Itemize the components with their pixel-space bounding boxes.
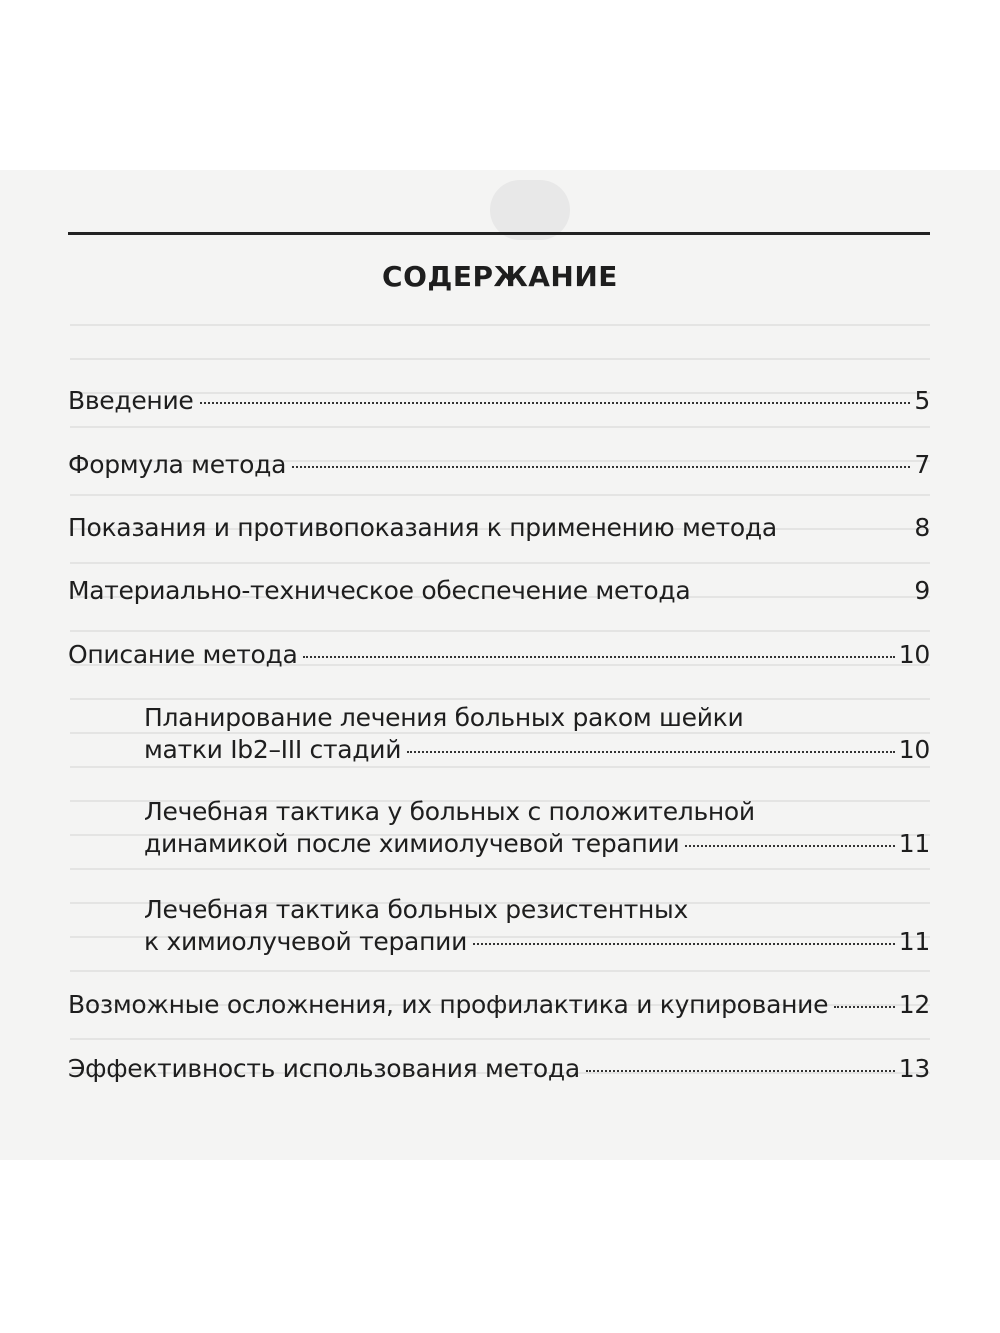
toc-leader bbox=[200, 402, 911, 404]
toc-subentry-line1: Планирование лечения больных раком шейки bbox=[144, 703, 744, 732]
toc-entry bbox=[68, 990, 930, 1019]
toc-page-number: 9 bbox=[914, 576, 930, 605]
toc-leader bbox=[586, 1070, 895, 1072]
toc-entry bbox=[68, 576, 930, 605]
toc-entry bbox=[68, 513, 930, 542]
toc-page-number: 8 bbox=[914, 513, 930, 542]
toc-page-number: 5 bbox=[914, 386, 930, 415]
toc-leader bbox=[696, 592, 910, 594]
toc-page-number: 11 bbox=[898, 829, 930, 858]
toc-entry-label: Введение bbox=[68, 386, 194, 415]
toc-entry bbox=[68, 450, 930, 479]
toc-entry-label: матки Ib2–III стадий bbox=[144, 735, 402, 764]
toc-subentry-line1: Лечебная тактика больных резистентных bbox=[144, 895, 688, 924]
toc-entry bbox=[68, 640, 930, 669]
toc-page-number: 10 bbox=[898, 735, 930, 764]
toc-page-number: 7 bbox=[914, 450, 930, 479]
toc-subentry-line1: Лечебная тактика у больных с положительной bbox=[144, 797, 755, 826]
toc-leader bbox=[407, 751, 895, 753]
header-rule bbox=[68, 232, 930, 235]
toc-subentry bbox=[144, 735, 930, 764]
toc-leader bbox=[292, 466, 910, 468]
toc-entry-label: Показания и противопоказания к применению метода bbox=[68, 513, 777, 542]
toc-subentry bbox=[144, 829, 930, 858]
toc-page-number: 13 bbox=[898, 1054, 930, 1083]
bleed-through-lines bbox=[70, 300, 930, 1080]
toc-page-number: 12 bbox=[898, 990, 930, 1019]
toc-entry-label: Материально-техническое обеспечение метода bbox=[68, 576, 691, 605]
toc-entry bbox=[68, 386, 930, 415]
toc-entry-label: Возможные осложнения, их профилактика и купирование bbox=[68, 990, 829, 1019]
toc-leader bbox=[834, 1006, 895, 1008]
toc-page-number: 10 bbox=[898, 640, 930, 669]
toc-leader bbox=[303, 656, 894, 658]
toc-leader bbox=[783, 529, 911, 531]
toc-entry-label: динамикой после химиолучевой терапии bbox=[144, 829, 680, 858]
toc-entry-label: Описание метода bbox=[68, 640, 298, 669]
toc-entry bbox=[68, 1054, 930, 1083]
toc-entry-label: к химиолучевой терапии bbox=[144, 927, 468, 956]
toc-page-number: 11 bbox=[898, 927, 930, 956]
toc-entry-label: Формула метода bbox=[68, 450, 287, 479]
toc-entry-label: Эффективность использования метода bbox=[68, 1054, 580, 1083]
page-title: СОДЕРЖАНИЕ bbox=[382, 260, 618, 293]
toc-leader bbox=[473, 943, 895, 945]
toc-subentry bbox=[144, 927, 930, 956]
toc-leader bbox=[685, 845, 894, 847]
